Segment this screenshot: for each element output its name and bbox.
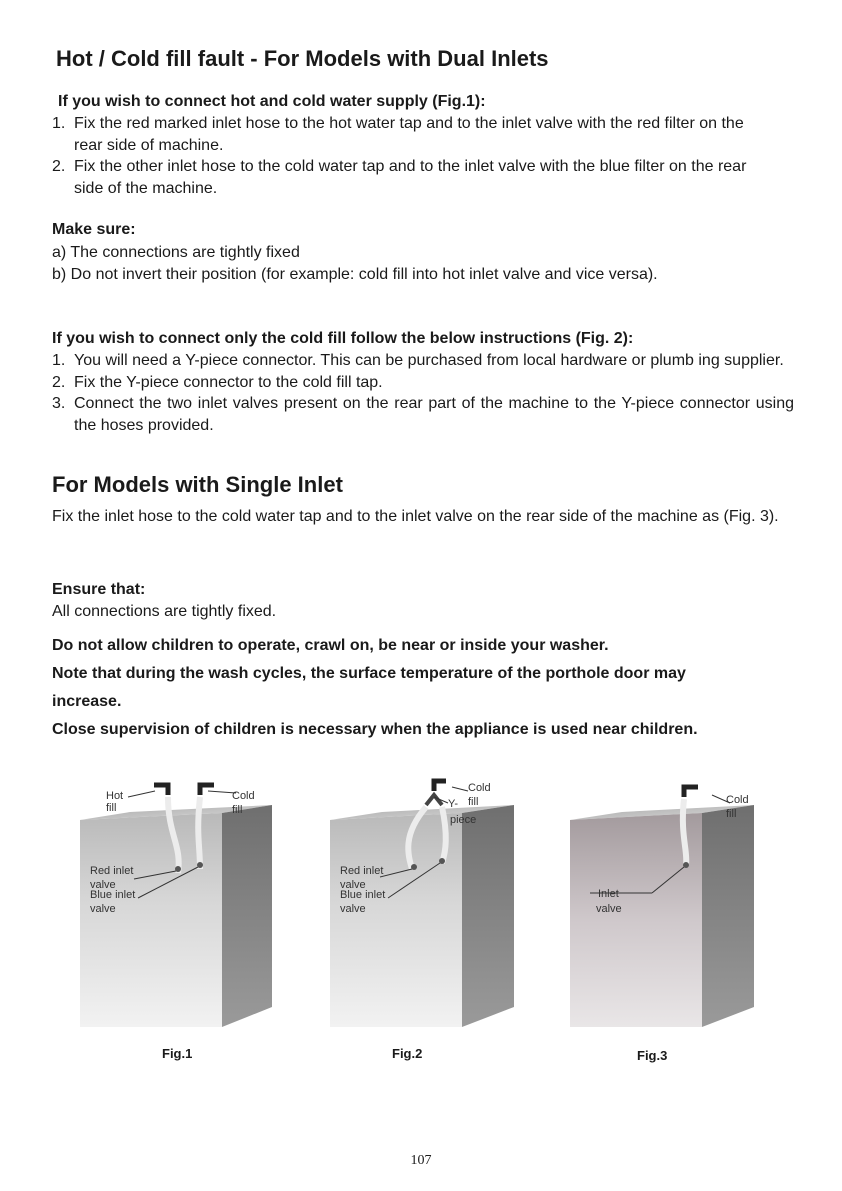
step-text: Fix the other inlet hose to the cold water tap and to the inlet valve with the blue filter on the rear side of the machine.	[74, 158, 747, 197]
figure-3-single-inlet	[562, 765, 782, 1040]
label-cold: Cold	[726, 794, 749, 806]
single-text: Fix the inlet hose to the cold water tap and to the inlet valve on the rear side of the machine as (Fig. 3).	[52, 508, 779, 525]
label-blue-inlet: Blue inlet	[340, 889, 386, 901]
dual-heading: If you wish to connect hot and cold water supply (Fig.1):	[58, 93, 486, 110]
step-text: Connect the two inlet valves present on the rear part of the machine to the Y-piece connector using the hoses provided.	[74, 395, 794, 434]
washer-side	[222, 805, 272, 1027]
inlet-hose	[683, 799, 686, 865]
warning-line-1: Do not allow children to operate, crawl on, be near or inside your washer.	[52, 637, 609, 654]
figure-2-caption: Fig.2	[392, 1046, 423, 1061]
make-sure-heading: Make sure:	[52, 221, 136, 238]
cold-step-1	[52, 350, 794, 372]
step-number: 2.	[52, 158, 66, 176]
step-number: 2.	[52, 373, 66, 391]
label-cold: Cold	[232, 790, 255, 802]
step-text: You will need a Y-piece connector. This can be purchased from local hardware or plumb ing supplier.	[74, 352, 784, 369]
step-number: 1.	[52, 115, 66, 132]
cold-tap-icon	[434, 781, 446, 791]
label-red-inlet-2: valve	[90, 879, 116, 891]
hot-tap-icon	[154, 785, 168, 795]
label-blue-inlet-2: valve	[340, 903, 366, 915]
page-title: Hot / Cold fill fault - For Models with Dual Inlets	[56, 46, 549, 71]
label-hot: Hot	[106, 790, 124, 802]
dual-step-2	[52, 156, 772, 199]
figure-1-dual-inlet	[72, 765, 292, 1040]
figure-1-caption: Fig.1	[162, 1046, 193, 1061]
label-red-inlet-2: valve	[340, 879, 366, 891]
label-inlet-2: valve	[596, 903, 622, 915]
label-inlet: Inlet	[598, 888, 619, 900]
cold-only-heading: If you wish to connect only the cold fill follow the below instructions (Fig. 2):	[52, 330, 634, 347]
make-sure-item: a) The connections are tightly fixed	[52, 244, 300, 261]
warning-line-3: increase.	[52, 693, 122, 710]
cold-hose	[198, 797, 200, 869]
make-sure-list	[52, 242, 792, 285]
dual-step-1	[52, 113, 772, 156]
ensure-text: All connections are tightly fixed.	[52, 603, 277, 620]
label-blue-inlet: Blue inlet	[90, 889, 136, 901]
cold-step-3	[52, 393, 794, 436]
label-cold-2: fill	[468, 796, 479, 808]
figure-3-caption: Fig.3	[637, 1048, 668, 1063]
cold-tap-icon	[200, 785, 214, 795]
washer-front	[330, 813, 462, 1027]
step-text: Fix the red marked inlet hose to the hot water tap and to the inlet valve with the red filter on the rear side of machine.	[74, 115, 744, 154]
cold-only-steps	[52, 350, 794, 436]
dual-steps	[52, 113, 772, 199]
cold-step-2	[52, 372, 794, 394]
step-text: Fix the Y-piece connector to the cold fill tap.	[74, 373, 383, 391]
make-sure-item: b) Do not invert their position (for example: cold fill into hot inlet valve and vice versa).	[52, 265, 658, 283]
label-cold-2: fill	[726, 808, 737, 820]
leader-line	[128, 791, 155, 797]
step-number: 1.	[52, 352, 66, 369]
washer-side	[702, 805, 754, 1027]
warning-line-4: Close supervision of children is necessary when the appliance is used near children.	[52, 721, 698, 738]
figure-2-y-piece	[322, 765, 542, 1040]
step-number: 3.	[52, 395, 66, 413]
label-hot-2: fill	[106, 802, 117, 814]
label-cold-2: fill	[232, 804, 243, 816]
label-cold: Cold	[468, 782, 491, 794]
page-number: 107	[410, 1153, 432, 1168]
leader-line	[452, 787, 468, 791]
label-blue-inlet-2: valve	[90, 903, 116, 915]
label-y-2: piece	[450, 814, 477, 826]
label-red-inlet: Red inlet	[90, 865, 134, 877]
single-heading: For Models with Single Inlet	[52, 472, 343, 497]
cold-tap-icon	[684, 787, 698, 797]
label-red-inlet: Red inlet	[340, 865, 384, 877]
ensure-heading: Ensure that:	[52, 581, 146, 598]
warning-line-2: Note that during the wash cycles, the surface temperature of the porthole door may	[52, 665, 686, 682]
washer-side	[462, 805, 514, 1027]
y-piece-icon	[426, 795, 442, 805]
label-y: Y-	[448, 798, 458, 810]
